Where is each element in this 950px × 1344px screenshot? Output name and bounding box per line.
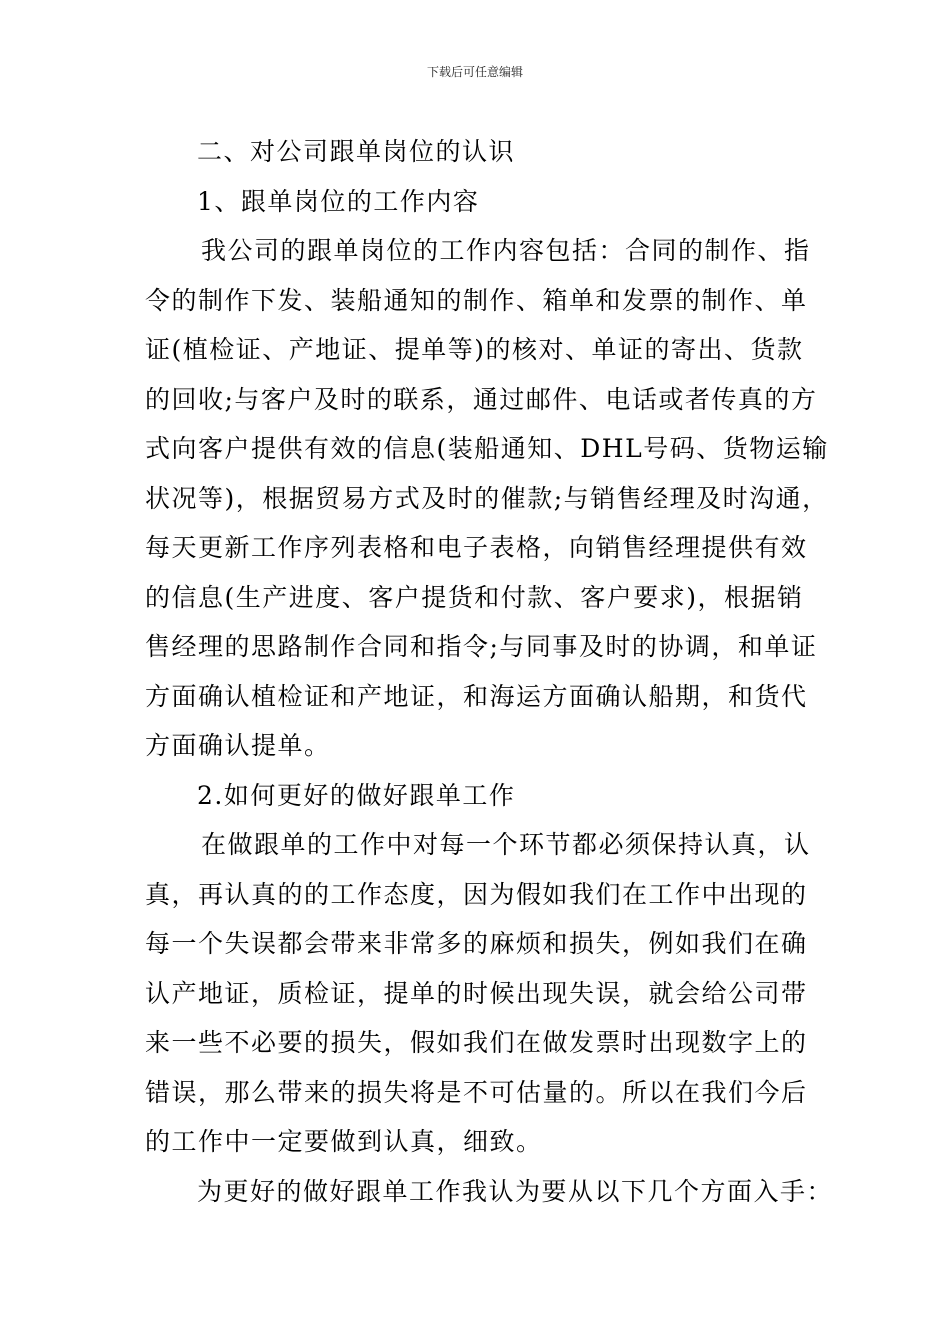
paragraph-line: 每一个失误都会带来非常多的麻烦和损失，例如我们在确 xyxy=(145,929,808,958)
paragraph-line: 状况等)，根据贸易方式及时的催款;与销售经理及时沟通， xyxy=(145,483,829,513)
subsection-heading: 1、跟单岗位的工作内容 xyxy=(197,186,480,216)
paragraph-line: 售经理的思路制作合同和指令;与同事及时的协调，和单证 xyxy=(145,632,818,661)
paragraph-line: 真，再认真的的工作态度，因为假如我们在工作中出现的 xyxy=(145,879,808,909)
paragraph-line: 式向客户提供有效的信息(装船通知、DHL号码、货物运输 xyxy=(145,434,829,463)
paragraph-line: 方面确认提单。 xyxy=(145,731,331,760)
subsection-heading: 2.如何更好的做好跟单工作 xyxy=(197,780,516,810)
paragraph-line: 错误，那么带来的损失将是不可估量的。所以在我们今后 xyxy=(145,1077,808,1107)
paragraph-line: 方面确认植检证和产地证，和海运方面确认船期，和货代 xyxy=(145,681,808,711)
section-heading: 二、对公司跟单岗位的认识 xyxy=(197,137,516,166)
document-body xyxy=(145,127,834,1216)
paragraph-line: 证(植检证、产地证、提单等)的核对、单证的寄出、货款 xyxy=(145,335,804,364)
paragraph-line: 在做跟单的工作中对每一个环节都必须保持认真，认 xyxy=(201,830,811,859)
header-note: 下载后可任意编辑 xyxy=(426,65,523,79)
paragraph-line: 认产地证，质检证，提单的时候出现失误，就会给公司带 xyxy=(145,978,808,1008)
paragraph-line: 为更好的做好跟单工作我认为要从以下几个方面入手： xyxy=(197,1176,834,1206)
paragraph-line: 令的制作下发、装船通知的制作、箱单和发票的制作、单 xyxy=(145,285,808,315)
paragraph-line: 的工作中一定要做到认真，细致。 xyxy=(145,1127,543,1156)
paragraph-line: 我公司的跟单岗位的工作内容包括：合同的制作、指 xyxy=(201,236,811,265)
paragraph-line: 的回收;与客户及时的联系，通过邮件、电话或者传真的方 xyxy=(145,384,818,414)
paragraph-line: 每天更新工作序列表格和电子表格，向销售经理提供有效 xyxy=(145,533,808,562)
paragraph-line: 的信息(生产进度、客户提货和付款、客户要求)，根据销 xyxy=(145,582,804,612)
paragraph-line: 来一些不必要的损失，假如我们在做发票时出现数字上的 xyxy=(145,1028,808,1057)
